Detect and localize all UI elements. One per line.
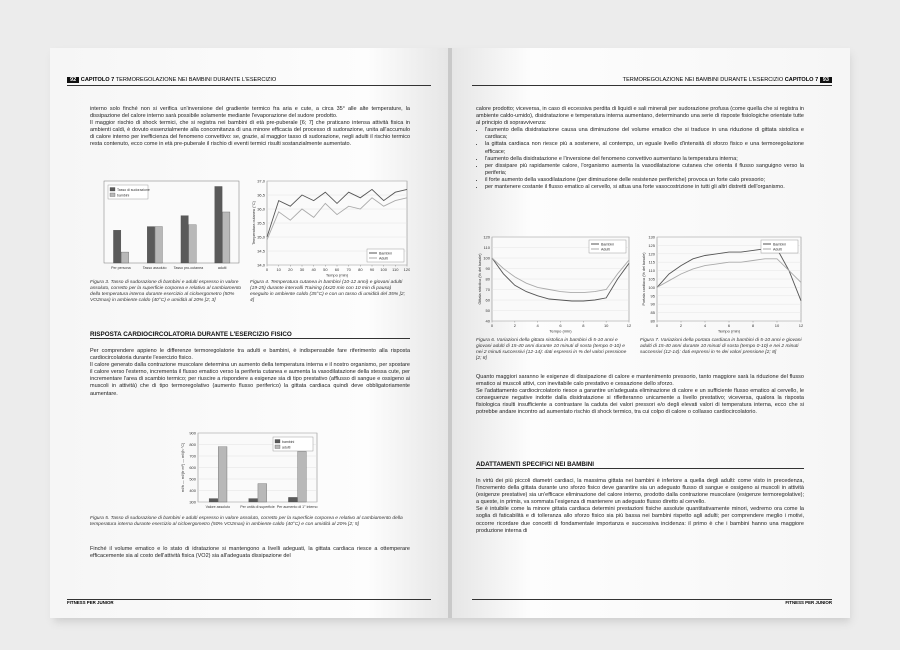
fig3-svg <box>90 178 242 274</box>
y-tick-label: 90 <box>485 266 490 271</box>
y-axis-label: ml/h — ml/(h·m²) — ml/(h·°C) <box>181 442 185 493</box>
figure-3-bar-chart <box>90 178 242 274</box>
y-tick-label: 35,5 <box>257 220 265 226</box>
legend-label: Bambini <box>379 251 392 256</box>
x-tick-label: 4 <box>536 323 539 328</box>
x-tick-label: 50 <box>323 267 328 272</box>
y-tick-label: 40 <box>485 318 490 324</box>
right-footer: FITNESS PER JUNIOR <box>472 599 832 606</box>
right-page-number: 93 <box>820 77 832 83</box>
bullet-item: • il forte aumento della vasodilatazione (per diminuzione delle resistenze periferiche) provoca un forte calo pressorio; <box>485 177 804 184</box>
open-book <box>50 48 850 618</box>
y-tick-label: 105 <box>648 276 655 282</box>
legend-swatch <box>110 188 115 192</box>
paragraph: interno solo finché non si verifica un'inversione del gradiente termico fra aria e cute, a circa 35° alle alte temperature, la dissipazione del calore interno sarà possibile solamente mediante l'evaporazione del sudore prodotto. <box>90 106 410 120</box>
y-tick-label: 37,0 <box>257 178 265 184</box>
figure-5-bar-chart <box>178 430 320 512</box>
y-tick-label: 120 <box>483 234 490 240</box>
left-text-top <box>90 106 410 149</box>
legend-label: Adulti <box>379 256 388 261</box>
y-tick-label: 120 <box>648 251 655 257</box>
bar <box>155 227 162 263</box>
paragraph: Il calore generato dalla contrazione muscolare determina un aumento della temperatura interna e il nostro organismo, per spostare il calore verso l'esterno, incrementa il flusso ematico verso la periferia cutanea e aumenta la vasodilatazione della stessa cute, per incrementare l'area di scambio termico; per riuscire a rispondere a esigenze sia di tipo prestativo (afflusso di sangue e ossigeno ai muscoli in attività) che di tipo termoregolativo (aumento flusso periferico) la gittata cardiaca quindi deve obbligatoriamente aumentare. <box>90 362 410 397</box>
bar <box>222 212 229 263</box>
paragraph: In virtù dei più piccoli diametri cardiaci, la massima gittata nei bambini è inferiore a quella degli adulti: come visto in precedenza, l'incremento della gittata durante uno sforzo fisico deve garantire sia un adeguato flusso di sangue e ossigeno ai muscoli in attività (esigenze prestative) sia un'efficace eliminazione del calore interno, prodotto dalla contrazione muscolare (esigenze termoregolative); a queste, in primis, va sommata l'esigenza di mantenere un adeguato flusso diretto al cervello. <box>476 478 804 506</box>
legend-label: Bambini <box>773 242 786 247</box>
x-tick-label: 4 <box>703 323 707 328</box>
y-tick-label: 95 <box>650 293 655 299</box>
legend-label: bambini <box>117 193 130 198</box>
paragraph: Se è intuibile come la minore gittata cardiaca determini prestazioni fisiche assolute quantitativamente minori, vedremo ora come la soglia di faticabilità e di tolleranza allo sforzo fisico sia più bassa nei bambini rispetto agli adulti; per comprendere meglio i motivi, occorre ricordare due concetti di fondamentale importanza e successiva incidenza: il primo è che i bambini hanno una maggiore produzione interna di <box>476 506 804 534</box>
y-tick-label: 60 <box>485 297 490 303</box>
bar <box>121 252 128 263</box>
y-tick-label: 90 <box>650 301 655 307</box>
x-tick-label: Per unità di superficie <box>240 505 275 509</box>
right-page <box>452 48 850 618</box>
y-tick-label: 110 <box>648 268 655 274</box>
bar <box>147 227 154 263</box>
x-tick-label: 0 <box>265 267 269 272</box>
right-running-header <box>472 76 832 86</box>
y-tick-label: 125 <box>648 242 655 248</box>
x-tick-label: 2 <box>679 323 683 328</box>
x-axis-label: Tempo (min) <box>549 328 572 334</box>
bullet-item: • la gittata cardiaca non riesce più a sostenere, al contempo, un eguale livello d'intensità di sforzo fisico e una termoregolazione efficace; <box>485 141 804 155</box>
legend-label: Adulti <box>773 247 782 252</box>
y-tick-label: 900 <box>189 430 196 436</box>
x-tick-label: 90 <box>369 267 375 272</box>
x-tick-label: 8 <box>582 323 585 328</box>
left-chapter-label: CAPITOLO 7 <box>80 77 115 83</box>
figure-4-caption: Figura 4. Temperatura cutanea in bambini (10-12 anni) e giovani adulti (19-25) durante intervalli Training (4x20 min con 10 min di pausa) eseguito in ambiente caldo (35°C) e con un tasso di umidità del 35% [2; 4] <box>250 280 406 304</box>
figure-7-caption: Figura 7. Variazioni della portata cardiaca in bambini di 5-10 anni e giovani adulti di 15-40 anni durante 10 minuti di sosta (tempo 0-10) e nei 2 minuti successivi (12-14): dati espressi in % dei valori pressione [2; 8] <box>640 338 802 356</box>
left-page <box>50 48 448 618</box>
x-tick-label: 10 <box>774 323 780 328</box>
figure-5-caption: Figura 5. Tasso di sudorazione di bambini e adulti espresso in valore assoluto, corretto per la superficie corporea e relativo al cambiamento della temperatura interna durante esercizio al cicloergometro (50% VO2max) in ambiente caldo (40°C) e con umidità al 20% [2; 5] <box>90 516 403 528</box>
paragraph: calore prodotto; viceversa, in caso di eccessiva perdita di liquidi e sali minerali per sudorazione profusa (come quella che si registra in ambiente caldo-umido), disidratazione e temperatura interna aumentano, determinando una serie di risposte fisiologiche orientate tutte al principio di sopravvivenza: <box>476 106 804 127</box>
y-axis-label: Portata cardiaca (% del basale) <box>642 252 646 306</box>
y-tick-label: 800 <box>189 442 196 447</box>
right-chapter-label: CAPITOLO 7 <box>784 77 819 83</box>
x-tick-label: Tasso assoluto <box>142 266 167 270</box>
x-tick-label: 0 <box>655 323 659 328</box>
y-tick-label: 400 <box>189 488 196 493</box>
bar <box>298 451 307 502</box>
bar <box>189 225 196 263</box>
x-tick-label: 100 <box>380 267 388 272</box>
paragraph: Quanto maggiori saranno le esigenze di dissipazione di calore e mantenimento pressorio, tanto maggiore sarà la riduzione del flusso ematico ai muscoli attivi, con inevitabile calo prestativo e cessazione dello sforzo. <box>476 374 804 388</box>
bullet-item: • l'aumento della disidratazione causa una diminuzione del volume ematico che si traduce in una riduzione di gittata sistolica e cardiaca; <box>485 127 804 141</box>
y-tick-label: 110 <box>483 245 490 250</box>
bullet-list <box>476 127 804 191</box>
x-tick-label: 8 <box>751 323 755 328</box>
figure-7-line-chart <box>640 234 804 334</box>
y-tick-label: 80 <box>650 318 655 324</box>
y-tick-label: 500 <box>189 476 196 482</box>
x-tick-label: adulti <box>217 266 227 270</box>
bar <box>209 499 218 502</box>
legend-label: bambini <box>282 439 295 444</box>
x-tick-label: 6 <box>727 323 731 328</box>
x-tick-label: 12 <box>798 323 804 328</box>
left-footer: FITNESS PER JUNIOR <box>67 599 431 606</box>
x-tick-label: 60 <box>334 267 340 272</box>
x-tick-label: 70 <box>346 267 351 272</box>
paragraph: Se l'adattamento cardiocircolatorio riesce a garantire un'adeguata eliminazione di calore e un sufficiente flusso ematico al cervello, le conseguenze negative indotte dalla disidratazione si rifletteranno unicamente a livello prestativo; viceversa, qualora la risposta fisiologica risulti insufficiente a contrastare la caduta dei valori pressori e/o degli elevati valori di temperatura interna, ecco che si potrebbe andare incontro ad aumentato rischio di shock termico, tra cui colpo di calore o collasso cardiocircolatorio. <box>476 388 804 416</box>
bullet-item: • l'aumento della disidratazione e l'inversione del fenomeno convettivo aumentano la temperatura interna; <box>485 156 804 163</box>
y-tick-label: 700 <box>189 453 196 459</box>
left-running-header <box>67 76 431 86</box>
paragraph: Per comprendere appieno le differenze termoregolatorie tra adulti e bambini, è indispensabile fare riferimento alla risposta cardiocircolatoria durante l'esercizio fisico. <box>90 348 410 362</box>
left-text-bottom: Finché il volume ematico e lo stato di idratazione si mantengono a livelli adeguati, la gittata cardiaca riesce a ottemperare efficacemente sia al costo dell'attività fisica (VO2) sia all'adeguata dissipazione del <box>90 546 410 560</box>
y-tick-label: 115 <box>648 259 655 265</box>
x-tick-label: Per aumento di 1° interno <box>276 505 318 509</box>
y-tick-label: 80 <box>485 276 490 282</box>
right-chapter-title: TERMOREGOLAZIONE NEI BAMBINI DURANTE L'ESERCIZIO <box>622 77 784 83</box>
x-tick-label: Valore assoluto <box>205 505 231 509</box>
bullet-item: • per mantenere costante il flusso ematico al cervello, si attua una forte vasocostrizione in tutti gli altri distretti dell'organismo. <box>485 184 804 191</box>
y-axis-label: Gittata sistolica (% del basale) <box>478 253 482 305</box>
y-tick-label: 100 <box>648 284 655 290</box>
legend-swatch <box>110 193 115 197</box>
y-tick-label: 70 <box>485 287 490 292</box>
x-tick-label: 12 <box>626 323 632 328</box>
x-tick-label: 10 <box>603 323 609 328</box>
y-tick-label: 130 <box>648 234 655 240</box>
bullet-item: • per dissipare più rapidamente calore, l'organismo aumenta la vasodilatazione cutanea che orienta il flusso sanguigno verso la periferia; <box>485 163 804 177</box>
x-tick-label: 20 <box>288 267 293 272</box>
y-tick-label: 36,5 <box>257 192 265 198</box>
left-text-mid <box>90 348 410 398</box>
y-tick-label: 35,0 <box>257 234 265 240</box>
y-tick-label: 600 <box>189 465 196 470</box>
fig7-svg <box>640 234 804 334</box>
bar <box>249 499 258 502</box>
bar <box>288 497 297 502</box>
bar <box>181 216 188 263</box>
left-page-number: 92 <box>67 77 79 83</box>
y-tick-label: 85 <box>650 310 655 316</box>
paragraph: Il maggior rischio di shock termici, che si registra nei bambini di età pre-puberale [6; 7] che praticano intensa attività fisica in ambienti caldi, è dovuto essenzialmente alla concomitanza di una minore efficacia del processo di sudorazione, unita all'accumulo di calore interno per inefficienza del fenomeno convettivo: se, grazie, al maggior tasso di sudorazione, negli adulti il rischio termico resta contenuto, ecco come in età pre-puberale il rischio di eventi termici risulti sostanzialmente aumentato. <box>90 120 410 148</box>
x-tick-label: 10 <box>276 267 281 272</box>
y-tick-label: 50 <box>485 308 490 313</box>
figure-6-line-chart <box>476 234 632 334</box>
x-tick-label: 6 <box>559 323 562 328</box>
x-tick-label: 80 <box>358 267 363 272</box>
right-text-bottom <box>476 478 804 535</box>
y-tick-label: 300 <box>189 499 196 505</box>
legend-label: adulti <box>282 445 291 450</box>
legend-label: Tasso di sudorazione <box>117 187 150 192</box>
right-text-mid <box>476 374 804 417</box>
legend-swatch <box>275 445 280 449</box>
x-tick-label: 120 <box>403 267 410 272</box>
x-tick-label: 0 <box>490 323 494 328</box>
x-tick-label: 40 <box>311 267 316 272</box>
x-axis-label: Tempo (min) <box>325 272 349 278</box>
section-title: ADATTAMENTI SPECIFICI NEI BAMBINI <box>476 461 804 469</box>
x-tick-label: Per persona <box>111 266 131 270</box>
bar <box>258 484 267 502</box>
bar <box>218 447 227 502</box>
legend-swatch <box>275 440 280 444</box>
figure-4-line-chart <box>250 178 410 278</box>
fig6-svg <box>476 234 632 334</box>
x-tick-label: Tasso pro-cutanea <box>173 266 204 270</box>
left-chapter-title: TERMOREGOLAZIONE NEI BAMBINI DURANTE L'ESERCIZIO <box>115 77 277 83</box>
bar <box>113 230 120 263</box>
legend-label: Bambini <box>601 242 614 247</box>
figure-3-caption: Figura 3. Tasso di sudorazione di bambini e adulti espresso in valore assoluto, corretto per la superficie corporea e relativo al cambiamento della temperatura interna durante esercizio al cicloergometro (50% VO2max) in ambiente caldo (40°C) e umidità al 20% [2; 3] <box>90 280 242 304</box>
y-axis-label: Temperatura cutanea (°C) <box>252 201 256 245</box>
fig5-svg <box>178 430 320 512</box>
bar <box>215 186 222 263</box>
legend-label: Adulti <box>601 247 610 252</box>
section-title: RISPOSTA CARDIOCIRCOLATORIA DURANTE L'ESERCIZIO FISICO <box>90 331 410 339</box>
y-tick-label: 34,5 <box>257 248 265 254</box>
right-text-top <box>476 106 804 191</box>
x-axis-label: Tempo (min) <box>717 328 741 334</box>
x-tick-label: 30 <box>299 267 305 272</box>
y-tick-label: 100 <box>483 255 490 261</box>
y-tick-label: 34,0 <box>257 262 265 268</box>
fig4-svg <box>250 178 410 278</box>
figure-6-caption: Figura 6. Variazioni della gittata sistolica in bambini di 5-10 anni e giovani adulti di 15-40 anni durante 10 minuti di sosta (tempo 0-10) e nei 2 minuti successivi (12-14): dati espressi in % del valori pressione [2; 8] <box>476 338 627 362</box>
x-tick-label: 110 <box>392 267 399 272</box>
y-tick-label: 36,0 <box>257 206 265 212</box>
x-tick-label: 2 <box>513 323 516 328</box>
